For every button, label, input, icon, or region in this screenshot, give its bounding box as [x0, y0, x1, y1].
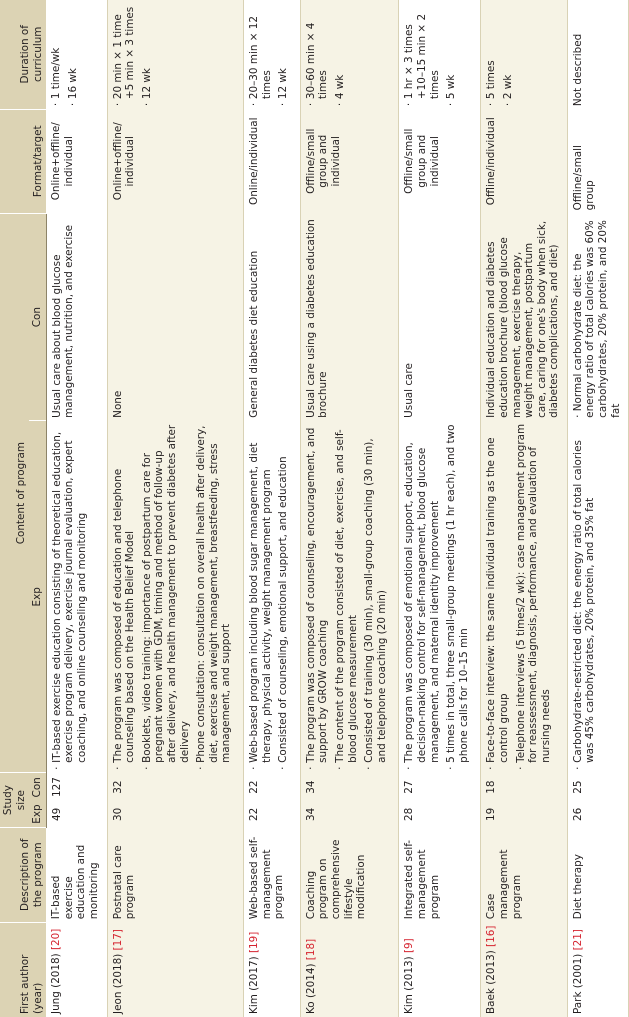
- list-item: · 5 times: [485, 3, 498, 106]
- table-row: [399, 0, 481, 1017]
- table-row: [567, 0, 628, 1017]
- list-item: · 2 wk: [502, 3, 515, 106]
- header-format: Format/target: [0, 109, 46, 213]
- exp-content-cell: [244, 421, 301, 773]
- table-row: [244, 0, 301, 1017]
- con-content-cell: General diabetes diet education: [244, 213, 301, 420]
- format-cell: Offline/small group and individual: [399, 109, 481, 213]
- exp-size-cell: 22: [244, 801, 301, 827]
- con-content-cell: Individual education and diabetes education brochure (blood glucose management, exercise therapy, weight management, postpartum care, caring for one's body when sick, diabetes complications, and diet): [481, 213, 568, 420]
- exp-content-cell: [107, 421, 243, 773]
- con-size-cell: 32: [107, 773, 243, 801]
- list-item: · The program was composed of emotional support, education, decision-making control for self-management, blood glucose management, and maternal identity improvement: [403, 424, 441, 770]
- list-item: · 4 wk: [334, 3, 347, 106]
- reference-link[interactable]: [19]: [248, 931, 260, 954]
- list-item: · 12 wk: [141, 3, 154, 106]
- duration-cell: [46, 0, 107, 109]
- author-cell: Kim (2017) [19]: [244, 922, 301, 1017]
- author-cell: Park (2001) [21]: [567, 922, 628, 1017]
- con-size-cell: 18: [481, 773, 568, 801]
- exp-content-cell: [481, 421, 568, 773]
- con-size-cell: 22: [244, 773, 301, 801]
- header-content-exp: Exp: [29, 421, 46, 773]
- list-item: · The program was composed of education and telephone counseling based on the Health Belief Model: [112, 424, 137, 770]
- con-size-cell: 27: [399, 773, 481, 801]
- exp-size-cell: 26: [567, 801, 628, 827]
- format-cell: Offline/small group and individual: [300, 109, 399, 213]
- list-item: · 5 wk: [445, 3, 458, 106]
- reference-link[interactable]: [16]: [485, 925, 498, 947]
- exp-size-cell: 30: [107, 801, 243, 827]
- list-item: · IT-based exercise education consisting of theoretical education, exercise program delivery, exercise journal evaluation, expert coaching, and online counseling and monitoring: [51, 424, 89, 770]
- table-row: [481, 0, 568, 1017]
- exp-size-cell: 49: [46, 801, 107, 827]
- table-row: [300, 0, 399, 1017]
- exp-size-cell: 34: [300, 801, 399, 827]
- list-item: · 20 min × 1 time +5 min × 3 times: [112, 3, 137, 106]
- description-cell: Integrated self-management program: [399, 827, 481, 922]
- reference-link[interactable]: [9]: [403, 938, 416, 954]
- list-item: · 1 hr × 3 times +10–15 min × 2 times: [403, 3, 441, 106]
- header-duration: Duration of curriculum: [0, 0, 46, 109]
- reference-link[interactable]: [17]: [111, 929, 124, 951]
- header-content-con: Con: [29, 213, 46, 420]
- duration-cell: [244, 0, 301, 109]
- table-header: [0, 0, 46, 1017]
- exp-size-cell: 19: [481, 801, 568, 827]
- description-cell: Postnatal care program: [107, 827, 243, 922]
- author-cell: Jung (2018) [20]: [46, 922, 107, 1017]
- list-item: · Booklets, video training: importance of postpartum care for pregnant women with GDM, timing and method of follow-up after delivery, and health management to prevent diabetes after delivery: [141, 424, 191, 770]
- author-cell: Kim (2013) [9]: [399, 922, 481, 1017]
- list-item: · Face-to-face interview: the same individual training as the one control group: [485, 424, 510, 770]
- table-row: [46, 0, 107, 1017]
- list-item: · 1 time/wk: [50, 3, 63, 106]
- list-item: · Consisted of training (30 min), small-group coaching (30 min), and telephone coaching (20 min): [363, 424, 388, 770]
- con-content-cell: · Normal carbohydrate diet: the energy ratio of total calories was 60% carbohydrates, 20% protein, and 20% fat: [567, 213, 628, 420]
- table-body: [46, 0, 628, 1017]
- list-item: · 30–60 min × 4 times: [305, 3, 330, 106]
- header-study-size: Study size: [0, 773, 29, 828]
- description-cell: Case management program: [481, 827, 568, 922]
- exp-content-cell: [46, 421, 107, 773]
- con-size-cell: 25: [567, 773, 628, 801]
- format-cell: Offline/individual: [481, 109, 568, 213]
- reference-link[interactable]: [20]: [50, 928, 63, 950]
- con-size-cell: 127: [46, 773, 107, 801]
- author-cell: Jeon (2018) [17]: [107, 922, 243, 1017]
- header-exp: Exp: [29, 801, 46, 827]
- format-cell: Offline/small group: [567, 109, 628, 213]
- list-item: · Carbohydrate-restricted diet: the energy ratio of total calories was 45% carbohydrates, 20% protein, and 35% fat: [572, 424, 597, 770]
- list-item: · 12 wk: [277, 3, 290, 106]
- header-content: Content of program: [0, 213, 29, 772]
- author-cell: Ko (2014) [18]: [300, 922, 399, 1017]
- description-cell: Web-based self-management program: [244, 827, 301, 922]
- con-content-cell: Usual care about blood glucose management, nutrition, and exercise: [46, 213, 107, 420]
- header-author: First author (year): [0, 922, 46, 1017]
- duration-cell: [107, 0, 243, 109]
- format-cell: Online/individual: [244, 109, 301, 213]
- con-content-cell: None: [107, 213, 243, 420]
- description-cell: Diet therapy: [567, 827, 628, 922]
- exp-content-cell: [567, 421, 628, 773]
- list-item: · 16 wk: [67, 3, 80, 106]
- exp-content-cell: [300, 421, 399, 773]
- list-item: · 20–30 min × 12 times: [248, 3, 273, 106]
- duration-cell: [399, 0, 481, 109]
- con-content-cell: Usual care: [399, 213, 481, 420]
- list-item: · Telephone interviews (5 times/2 wk): case management program for reassessment, diagnosis, performance, and evaluation of nursing needs: [515, 424, 553, 770]
- duration-cell: Not described: [567, 0, 628, 109]
- list-item: · Consisted of counseling, emotional support, and education: [277, 424, 290, 770]
- format-cell: Online+offline/ individual: [46, 109, 107, 213]
- exp-content-cell: [399, 421, 481, 773]
- list-item: · Phone consultation: consultation on overall health after delivery, diet, exercise and weight management, breastfeeding, stress management, and support: [195, 424, 233, 770]
- list-item: · Web-based program including blood sugar management, diet therapy, physical activity, weight management program: [248, 424, 273, 770]
- reference-link[interactable]: [18]: [304, 938, 317, 961]
- list-item: · The content of the program consisted of diet, exercise, and self-blood glucose measurement: [334, 424, 359, 770]
- header-description: Description of the program: [0, 827, 46, 922]
- reference-link[interactable]: [21]: [571, 929, 584, 951]
- list-item: · The program was composed of counseling, encouragement, and support by GROW coaching: [305, 424, 330, 770]
- description-cell: Coaching program on comprehensive lifestyle modification: [300, 827, 399, 922]
- format-cell: Online+offline/ individual: [107, 109, 243, 213]
- header-con: Con: [29, 773, 46, 801]
- list-item: · 5 times in total, three small-group meetings (1 hr each), and two phone calls for 10–15 min: [445, 424, 470, 770]
- description-cell: IT-based exercise education and monitoring: [46, 827, 107, 922]
- con-size-cell: 34: [300, 773, 399, 801]
- table-row: [107, 0, 243, 1017]
- con-content-cell: Usual care using a diabetes education brochure: [300, 213, 399, 420]
- duration-cell: [481, 0, 568, 109]
- duration-cell: [300, 0, 399, 109]
- exp-size-cell: 28: [399, 801, 481, 827]
- author-cell: Baek (2013) [16]: [481, 922, 568, 1017]
